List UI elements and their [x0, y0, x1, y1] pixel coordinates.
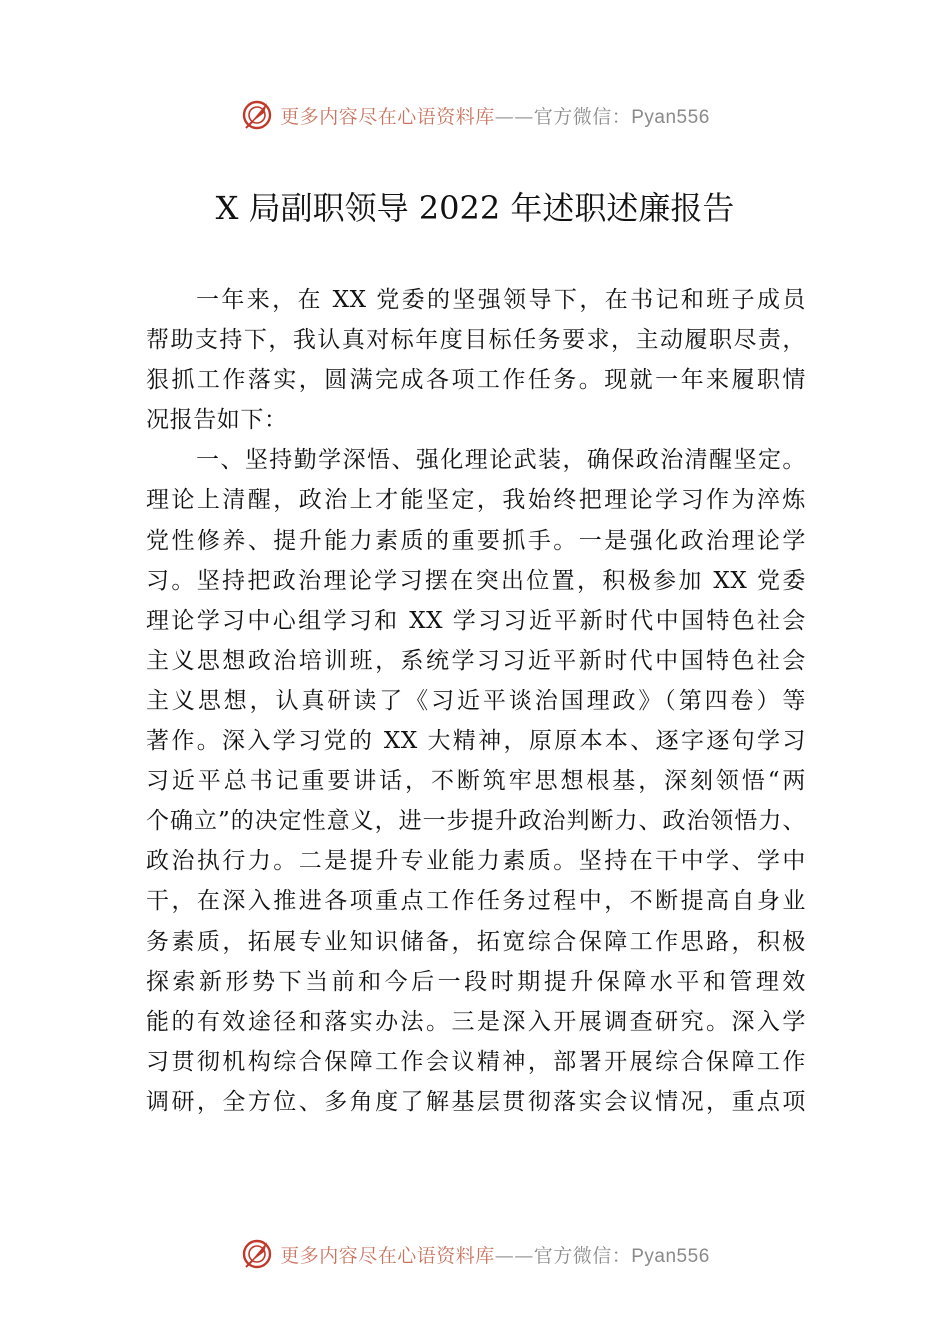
banner-main-text: 更多内容尽在心语资料库: [280, 105, 495, 128]
body-line: 调研，全方位、多角度了解基层贯彻落实会议情况，重点项: [146, 1088, 806, 1115]
footer-banner: [0, 1234, 950, 1274]
banner-wechat-id: Pyan556: [631, 1245, 710, 1267]
banner-dash: ——: [494, 105, 534, 128]
banner-dash: ——: [494, 1244, 534, 1267]
header-banner: [0, 95, 950, 135]
body-line: 狠抓工作落实，圆满完成各项工作任务。现就一年来履职情: [146, 367, 806, 394]
body-line: 著作。深入学习党的 XX 大精神，原原本本、逐字逐句学习: [146, 728, 806, 755]
body-line: 一、坚持勤学深悟、强化理论武装，确保政治清醒坚定。: [196, 447, 806, 474]
body-line: 习近平总书记重要讲话，不断筑牢思想根基，深刻领悟“两: [146, 768, 806, 795]
body-line: 一年来，在 XX 党委的坚强领导下，在书记和班子成员: [196, 287, 806, 313]
document-body: [146, 280, 806, 1122]
banner-sub-text: 官方微信：: [533, 1244, 632, 1267]
banner-sub-text: 官方微信：: [533, 105, 632, 128]
body-line: 理论上清醒，政治上才能坚定，我始终把理论学习作为淬炼: [146, 487, 806, 514]
banner-main-text: 更多内容尽在心语资料库: [280, 1244, 495, 1267]
body-line: 能的有效途径和落实办法。三是深入开展调查研究。深入学: [146, 1008, 806, 1035]
quill-logo-icon: [240, 1237, 274, 1271]
body-line: 主义思想，认真研读了《习近平谈治国理政》（第四卷）等: [146, 687, 806, 714]
body-line: 帮助支持下，我认真对标年度目标任务要求，主动履职尽责，: [146, 327, 806, 354]
body-line: 况报告如下：: [146, 407, 288, 434]
body-line: 政治执行力。二是提升专业能力素质。坚持在干中学、学中: [146, 848, 806, 875]
body-line: 理论学习中心组学习和 XX 学习习近平新时代中国特色社会: [146, 607, 806, 634]
body-line: 习。坚持把政治理论学习摆在突出位置，积极参加 XX 党委: [146, 567, 806, 594]
quill-logo-icon: [240, 98, 274, 132]
body-line: 个确立”的决定性意义，进一步提升政治判断力、政治领悟力、: [146, 808, 806, 835]
body-line: 习贯彻机构综合保障工作会议精神，部署开展综合保障工作: [146, 1048, 806, 1075]
body-line: 务素质，拓展专业知识储备，拓宽综合保障工作思路，积极: [146, 928, 806, 955]
banner-wechat-id: Pyan556: [631, 106, 710, 128]
body-line: 探索新形势下当前和今后一段时期提升保障水平和管理效: [146, 968, 806, 995]
body-line: 干，在深入推进各项重点工作任务过程中，不断提高自身业: [146, 888, 806, 915]
body-line: 党性修养、提升能力素质的重要抓手。一是强化政治理论学: [146, 527, 806, 554]
body-line: 主义思想政治培训班，系统学习习近平新时代中国特色社会: [146, 647, 806, 674]
document-title: X 局副职领导 2022 年述职述廉报告: [215, 189, 735, 227]
